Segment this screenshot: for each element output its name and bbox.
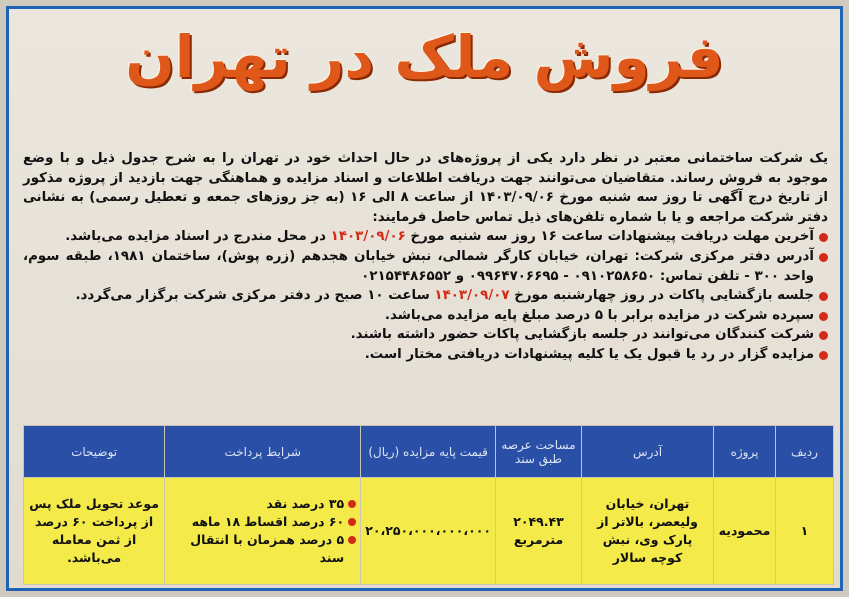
header-payment-terms: شرایط پرداخت	[165, 426, 361, 478]
term-item: ۵ درصد همزمان با انتقال سند	[169, 531, 356, 567]
deadline-date: ۱۴۰۳/۰۹/۰۶	[330, 229, 406, 245]
area-unit: مترمربع	[513, 532, 564, 547]
bullet-attendance	[23, 325, 828, 345]
cell-notes: موعد تحویل ملک پس از پرداخت ۶۰ درصد از ثمن معامله می‌باشد.	[24, 478, 165, 585]
bullet-text: ساعت ۱۰ صبح در دفتر مرکزی شرکت برگزار می‌گردد.	[75, 288, 435, 304]
header-address: آدرس	[582, 426, 714, 478]
bullet-deadline	[23, 227, 828, 247]
cell-price: ۲۰،۲۵۰،۰۰۰،۰۰۰،۰۰۰	[361, 478, 496, 585]
bullet-address	[23, 247, 828, 286]
header-area: مساحت عرصه طبق سند	[496, 426, 582, 478]
header-price: قیمت پایه مزایده (ریال)	[361, 426, 496, 478]
bullet-text: آخرین مهلت دریافت پیشنهادات ساعت ۱۶ روز سه شنبه مورخ	[405, 229, 814, 245]
opening-date: ۱۴۰۳/۰۹/۰۷	[434, 288, 510, 304]
area-value: ۲۰۴۹.۴۳	[513, 514, 564, 529]
intro-paragraph: یک شرکت ساختمانی معتبر در نظر دارد یکی از پروژه‌های در حال احداث خود در تهران را به شرح جدول ذیل و با وضع موجود به فروش رساند. متقاضیان می‌توانند جهت دریافت اطلاعات و اسناد مزایده و هماهنگی جهت بازدید از پروژه مذکور از تاریخ درج آگهی تا روز سه شنبه مورخ ۱۴۰۳/۰۹/۰۶ از ساعت ۸ الی ۱۶ (به جز روزهای جمعه و تعطیل رسمی) به نشانی دفتر شرکت مراجعه و یا با شماره تلفن‌های ذیل تماس حاصل فرمایند:	[23, 151, 828, 225]
advertisement-frame	[6, 6, 843, 591]
title-bar	[9, 9, 840, 115]
bullet-text: سپرده شرکت در مزایده برابر با ۵ درصد مبلغ پایه مزایده می‌باشد.	[384, 307, 814, 323]
cell-area	[496, 478, 582, 585]
announcement-body	[23, 149, 828, 365]
cell-project: محمودیه	[714, 478, 776, 585]
bullet-text: جلسه بازگشایی پاکات در روز چهارشنبه مورخ	[509, 288, 814, 304]
term-item: ۳۵ درصد نقد	[169, 495, 356, 513]
bullet-text: شرکت کنندگان می‌توانند در جلسه بازگشایی پاکات حضور داشته باشند.	[350, 327, 814, 343]
table-row	[24, 478, 834, 585]
bullet-rights	[23, 345, 828, 365]
page-title: فروش ملک در تهران	[125, 23, 724, 91]
cell-payment-terms	[165, 478, 361, 585]
header-index: ردیف	[776, 426, 834, 478]
header-notes: توضیحات	[24, 426, 165, 478]
property-table	[23, 425, 834, 585]
cell-index: ۱	[776, 478, 834, 585]
bullet-text: در محل مندرج در اسناد مزایده می‌باشد.	[65, 229, 331, 245]
header-project: پروژه	[714, 426, 776, 478]
bullet-text: آدرس دفتر مرکزی شرکت: تهران، خیابان کارگر شمالی، نبش خیابان هجدهم (زره پوش)، ساختمان ۱۹۸۱، طبقه سوم، واحد ۳۰۰ - تلفن تماس: ۰۹۱۰۲۵۸۶۵۰ - ۰۹۹۶۴۷۰۶۶۹۵ و ۰۲۱۵۴۴۸۶۵۵۲	[23, 248, 814, 284]
bullet-opening-session	[23, 286, 828, 306]
table-header-row	[24, 426, 834, 478]
term-item: ۶۰ درصد اقساط ۱۸ ماهه	[169, 513, 356, 531]
cell-address: تهران، خیابان ولیعصر، بالاتر از پارک وی، نبش کوچه سالار	[582, 478, 714, 585]
bullet-text: مزایده گزار در رد یا قبول یک یا کلیه پیشنهادات دریافتی مختار است.	[364, 346, 814, 362]
bullet-deposit	[23, 306, 828, 326]
